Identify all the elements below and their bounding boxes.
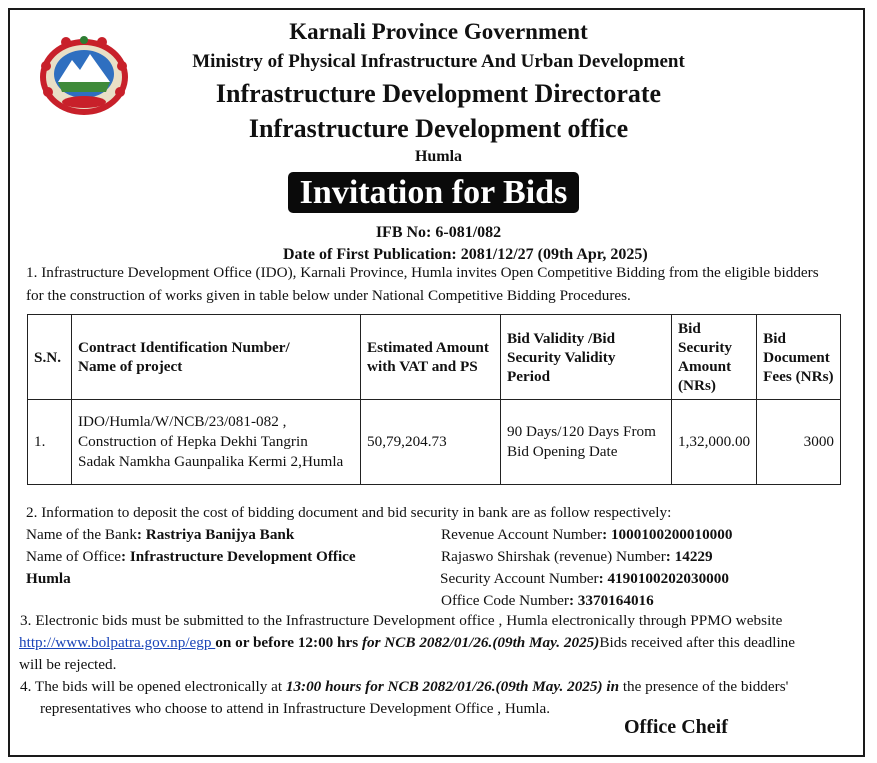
rajaswo-number: Rajaswo Shirshak (revenue) Number: 14229 bbox=[441, 548, 713, 565]
office-name-deposit-cont: Humla bbox=[26, 570, 71, 587]
bids-table bbox=[27, 314, 841, 485]
para3-line2: http://www.bolpatra.gov.np/egp on or before 12:00 hrs for NCB 2082/01/26.(09th May. 2025)Bids received after this deadline bbox=[19, 634, 796, 651]
table-header-row bbox=[28, 315, 841, 400]
revenue-account: Revenue Account Number: 1000100200010000 bbox=[441, 526, 733, 543]
government-name: Karnali Province Government bbox=[289, 19, 588, 44]
signature: Office Cheif bbox=[624, 716, 728, 738]
cell-contract: IDO/Humla/W/NCB/23/081-082 , Construction of Hepka Dekhi Tangrin Sadak Namkha Gaunpalika Kermi 2,Humla bbox=[72, 400, 361, 485]
cell-fees: 3000 bbox=[757, 400, 841, 485]
para4-line1: 4. The bids will be opened electronically at 13:00 hours for NCB 2082/01/26.(09th May. 2025) in the presence of the bidders' bbox=[20, 678, 789, 695]
header-fees: Bid Document Fees (NRs) bbox=[757, 315, 841, 400]
para1-line2: for the construction of works given in table below under National Competitive Bidding Procedures. bbox=[26, 287, 631, 304]
office-name-deposit: Name of Office: Infrastructure Development Office bbox=[26, 548, 356, 565]
cell-validity: 90 Days/120 Days From Bid Opening Date bbox=[501, 400, 672, 485]
bank-name: Name of the Bank: Rastriya Banijya Bank bbox=[26, 526, 295, 543]
invitation-banner: Invitation for Bids bbox=[288, 172, 579, 213]
ifb-number: IFB No: 6-081/082 bbox=[375, 224, 502, 241]
ministry-name: Ministry of Physical Infrastructure And Urban Development bbox=[192, 51, 685, 72]
para2-intro: 2. Information to deposit the cost of bidding document and bid security in bank are as follow respectively: bbox=[26, 504, 672, 521]
para1-line1: 1. Infrastructure Development Office (IDO), Karnali Province, Humla invites Open Competitive Bidding from the eligible bidders bbox=[26, 264, 819, 281]
header-validity: Bid Validity /Bid Security Validity Period bbox=[501, 315, 672, 400]
header-sn: S.N. bbox=[28, 315, 72, 400]
table-row bbox=[28, 400, 841, 485]
header-contract: Contract Identification Number/ Name of project bbox=[72, 315, 361, 400]
cell-sn: 1. bbox=[28, 400, 72, 485]
cell-amount: 50,79,204.73 bbox=[361, 400, 501, 485]
para4-line2: representatives who choose to attend in Infrastructure Development Office , Humla. bbox=[40, 700, 551, 717]
office-name: Infrastructure Development office bbox=[248, 114, 629, 143]
office-location: Humla bbox=[414, 148, 463, 165]
directorate-name: Infrastructure Development Directorate bbox=[215, 79, 662, 108]
bolpatra-link[interactable]: http://www.bolpatra.gov.np/egp bbox=[19, 634, 216, 651]
office-code: Office Code Number: 3370164016 bbox=[441, 592, 654, 609]
header-amount: Estimated Amount with VAT and PS bbox=[361, 315, 501, 400]
cell-security: 1,32,000.00 bbox=[672, 400, 757, 485]
para3-line1: 3. Electronic bids must be submitted to the Infrastructure Development office , Humla electronically through PPMO website bbox=[20, 612, 783, 629]
publication-date: Date of First Publication: 2081/12/27 (09th Apr, 2025) bbox=[283, 246, 648, 263]
header-security: Bid Security Amount (NRs) bbox=[672, 315, 757, 400]
para3-line3: will be rejected. bbox=[19, 656, 117, 673]
security-account: Security Account Number: 4190100202030000 bbox=[440, 570, 729, 587]
